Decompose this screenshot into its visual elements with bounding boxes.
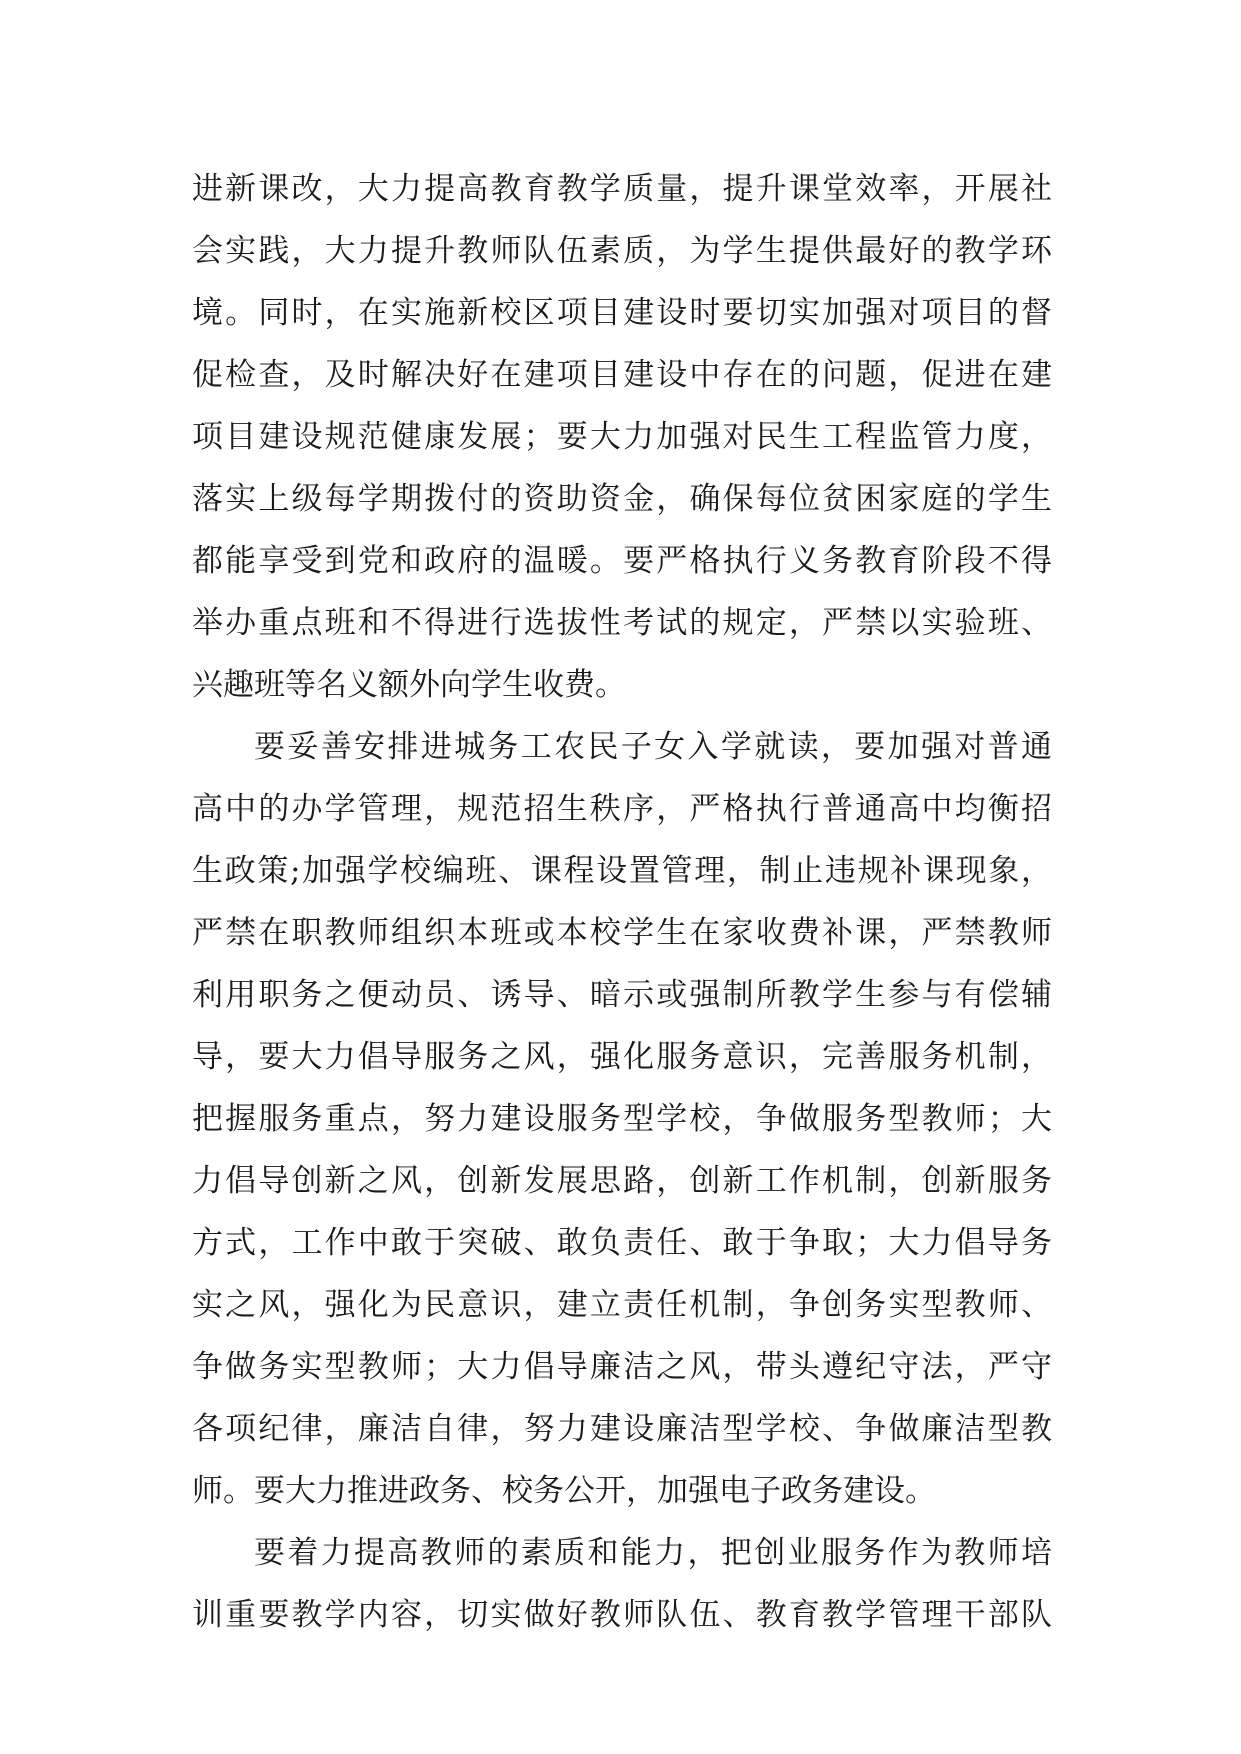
text-line: 争做务实型教师；大力倡导廉洁之风，带头遵纪守法，严守 xyxy=(192,1349,1052,1385)
text-line: 方式，工作中敢于突破、敢负责任、敢于争取；大力倡导务 xyxy=(192,1225,1052,1261)
text-line: 落实上级每学期拨付的资助资金，确保每位贫困家庭的学生 xyxy=(192,481,1052,517)
text-line: 会实践，大力提升教师队伍素质，为学生提供最好的教学环 xyxy=(192,233,1052,269)
body-text xyxy=(192,158,1052,1646)
text-line: 严禁在职教师组织本班或本校学生在家收费补课，严禁教师 xyxy=(192,915,1052,951)
text-line: 师。要大力推进政务、校务公开，加强电子政务建设。 xyxy=(192,1473,936,1509)
text-line: 项目建设规范健康发展；要大力加强对民生工程监管力度， xyxy=(192,419,1052,455)
text-line: 把握服务重点，努力建设服务型学校，争做服务型教师；大 xyxy=(192,1101,1052,1137)
text-line: 训重要教学内容，切实做好教师队伍、教育教学管理干部队 xyxy=(192,1597,1052,1633)
text-line: 生政策;加强学校编班、课程设置管理，制止违规补课现象， xyxy=(192,853,1052,889)
text-line: 进新课改，大力提高教育教学质量，提升课堂效率，开展社 xyxy=(192,171,1052,207)
text-line: 力倡导创新之风，创新发展思路，创新工作机制，创新服务 xyxy=(192,1163,1052,1199)
text-line: 兴趣班等名义额外向学生收费。 xyxy=(192,667,626,703)
text-line: 导，要大力倡导服务之风，强化服务意识，完善服务机制， xyxy=(192,1039,1052,1075)
paragraph-first-line: 要着力提高教师的素质和能力，把创业服务作为教师培 xyxy=(254,1535,1052,1571)
text-line: 实之风，强化为民意识，建立责任机制，争创务实型教师、 xyxy=(192,1287,1052,1323)
text-line: 境。同时，在实施新校区项目建设时要切实加强对项目的督 xyxy=(192,295,1052,331)
paragraph-first-line: 要妥善安排进城务工农民子女入学就读，要加强对普通 xyxy=(254,729,1052,765)
text-line: 举办重点班和不得进行选拔性考试的规定，严禁以实验班、 xyxy=(192,605,1052,641)
text-line: 促检查，及时解决好在建项目建设中存在的问题，促进在建 xyxy=(192,357,1052,393)
text-line: 高中的办学管理，规范招生秩序，严格执行普通高中均衡招 xyxy=(192,791,1052,827)
text-line: 各项纪律，廉洁自律，努力建设廉洁型学校、争做廉洁型教 xyxy=(192,1411,1052,1447)
text-line: 都能享受到党和政府的温暖。要严格执行义务教育阶段不得 xyxy=(192,543,1052,579)
text-line: 利用职务之便动员、诱导、暗示或强制所教学生参与有偿辅 xyxy=(192,977,1052,1013)
